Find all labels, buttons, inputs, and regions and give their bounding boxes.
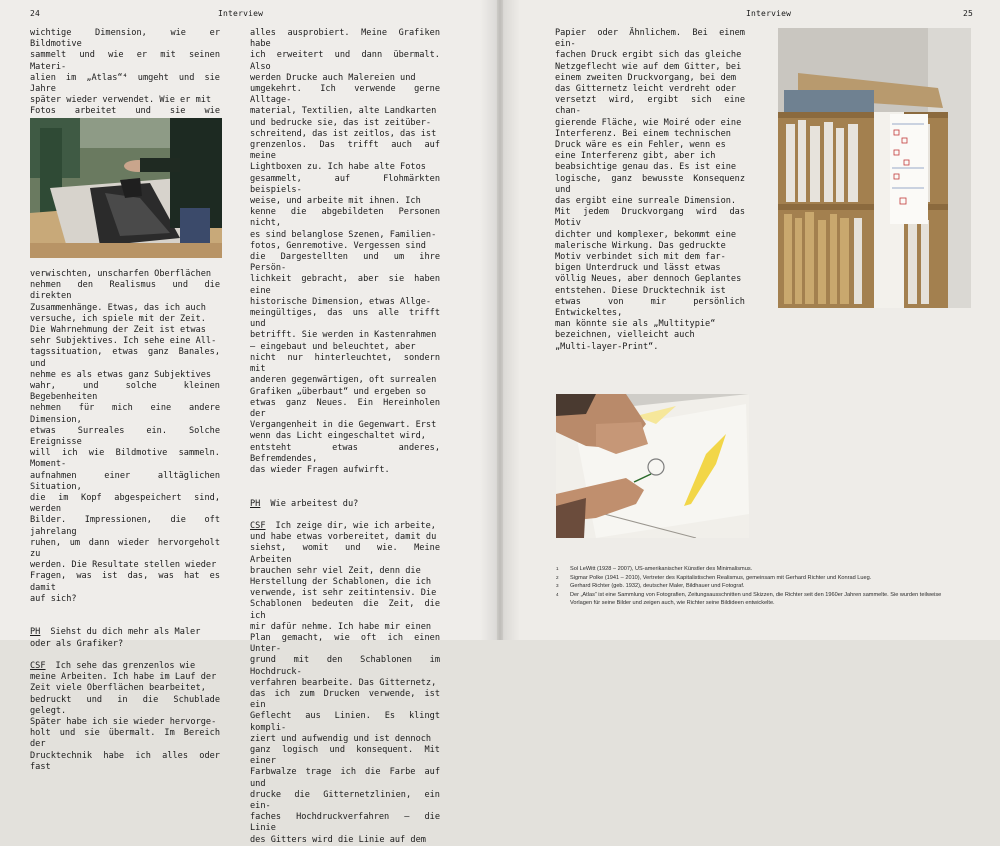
page-number-left: 24	[30, 9, 41, 18]
footnote-text: Gerhard Richter (geb. 1932), deutscher Maler, Bildhauer und Fotograf.	[570, 583, 745, 590]
column-3	[555, 28, 745, 353]
page-number-right: 25	[963, 9, 974, 18]
photo-studio-worktable	[30, 118, 222, 258]
column-1-bottom	[30, 269, 220, 773]
question-text: Siehst du dich mehr als Maler oder als Grafiker?	[30, 627, 201, 649]
answer-2	[250, 521, 440, 846]
speaker-label: CSF	[30, 661, 46, 672]
running-head-right: Interview	[746, 9, 792, 18]
photo-hands-drawing	[556, 394, 749, 538]
question-text: Wie arbeitest du?	[270, 498, 359, 509]
answer-text: Ich sehe das grenzenlos wie meine Arbeiten. Ich habe im Lauf der Zeit viele Oberflächen bearbeitet, bedruckt und in die Schublade gelegt. Später habe ich sie wieder hervorge- holt und sie übermalt. Im Bereich der Drucktechnik habe ich alles oder fast	[30, 661, 220, 772]
speaker-label: PH	[30, 627, 41, 638]
paragraph: verwischten, unscharfen Oberflächen nehmen den Realismus und die direkten Zusammenhänge. Etwas, das ich auch versuche, ich spiele mit der Zeit. Die Wahrnehmung der Zeit ist etwas sehr Subjektives. Ich sehe eine All- tagssituation, etwas ganz Banales, und nehme es als etwas ganz Subjektives wahr, und solche kleinen Begebenheiten nehmen für mich eine andere Dimension, etwas Surreales ein. Solche Ereignisse will ich wie Bildmotive sammeln. Moment- aufnahmen einer alltäglichen Situation, die im Kopf abgespeichert sind, werden Bilder. Impressionen, die oft jahrelang ruhen, um dann wieder hervorgeholt zu werden. Die Resultate stellen wieder Fragen, was ist das, was hat es damit auf sich?	[30, 269, 220, 604]
footnote-text: Sol LeWitt (1928 – 2007), US-amerikanischer Künstler des Minimalismus.	[570, 566, 753, 572]
footnote-text: Sigmar Polke (1941 – 2010), Vertreter des Kapitalistischen Realismus, gemeinsam mit Gerhard Richter und Konrad Lueg.	[570, 574, 872, 581]
paragraph: alles ausprobiert. Meine Grafiken habe ich erweitert und dann übermalt. Also werden Drucke auch Malereien und umgekehrt. Ich verwende gerne Alltage- material, Textilien, alte Landkarten und bedrucke sie, das ist zeitüber- schreitend, das ist zeitlos, das ist grenzenlos. Das trifft auch auf meine Lightboxen zu. Ich habe alte Fotos gesammelt, auf Flohmärkten beispiels- weise, und arbeite mit ihnen. Ich kenne die abgebildeten Personen nicht, es sind belanglose Szenen, Familien- fotos, Genremotive. Vergessen sind die Dargestellten und um ihre Persön- lichkeit gebracht, aber sie haben eine historische Dimension, etwas Allge- meingültiges, das uns alle trifft und betrifft. Sie werden in Kastenrahmen – eingebaut und beleuchtet, aber nicht nur hinterleuchtet, sondern mit anderen gegenwärtigen, oft surrealen Grafiken „überbaut“ und ergeben so etwas ganz Neues. Ein Hereinholen der Vergangenheit in die Gegenwart. Erst wenn das Licht eingeschaltet wird, entsteht etwas anderes, Befremdendes, das wieder Fragen aufwirft.	[250, 28, 440, 475]
question-2	[250, 499, 440, 510]
running-head-left: Interview	[218, 9, 264, 18]
speaker-label: CSF	[250, 520, 266, 531]
photo-shelf-with-panels	[778, 28, 971, 308]
left-page	[0, 0, 497, 845]
footnote	[556, 574, 946, 583]
paragraph: Papier oder Ähnlichem. Bei einem ein- fachen Druck ergibt sich das gleiche Netzgeflecht wie auf dem Gitter, bei einem zweiten Druckvorgang, bei dem das Gitternetz leicht verdreht oder versetzt wird, ergibt sich eine chan- gierende Fläche, wie Moiré oder eine Interferenz. Bei einem technischen Druck wäre es ein Fehler, wenn es eine Interferenz gibt, aber ich beabsichtige genau das. Es ist eine logische, ganz bewusste Konsequenz und das ergibt eine surreale Dimension. Mit jedem Druckvorgang wird das Motiv dichter und komplexer, bekommt eine malerische Wirkung. Das gedruckte Motiv verbindet sich mit dem far- bigen Unterdruck und lässt etwas völlig Neues, aber dennoch Geplantes entstehen. Diese Drucktechnik ist etwas von mir persönlich Entwickeltes, man könnte sie als „Multitypie“ bezeichnen, vielleicht auch „Multi-layer-Print“.	[555, 28, 745, 352]
footnote-number: 3	[556, 583, 559, 589]
footnotes	[556, 565, 946, 608]
footnote-number: 2	[556, 574, 559, 580]
footnote-number: 4	[556, 591, 559, 597]
footnote	[556, 582, 946, 591]
footnote	[556, 565, 946, 574]
right-page	[503, 0, 1000, 640]
footnote-number: 1	[556, 566, 559, 571]
paragraph: wichtige Dimension, wie er Bildmotive sammelt und wie er mit seinen Materi- alien im „Atlas“⁴ umgeht und sie Jahre später wieder verwendet. Wie er mit Fotos arbeitet und sie wie	[30, 28, 220, 117]
speaker-label: PH	[250, 498, 261, 509]
answer-text: Ich zeige dir, wie ich arbeite, und habe etwas vorbereitet, damit du siehst, womit und wie. Meine Arbeiten brauchen sehr viel Zeit, denn die Herstellung der Schablonen, die ich verwende, ist sehr zeitintensiv. Die Schablonen bedeuten die Zeit, die ich mir dafür nehme. Ich habe mir einen Plan gemacht, wie oft ich einen Unter- grund mit den Schablonen im Hochdruck- verfahren bearbeite. Das Gitternetz, das ich zum Drucken verwende, ist ein Geflecht aus Linien. Es klingt kompli- ziert und aufwendig und ist dennoch ganz logisch und konsequent. Mit einer Farbwalze trage ich die Farbe auf und drucke die Gitternetzlinien, ein ein- faches Hochdruckverfahren – die Linie des Gitters wird die Linie auf dem	[250, 520, 440, 845]
question-1	[30, 627, 220, 649]
column-2	[250, 28, 440, 846]
answer-1	[30, 661, 220, 773]
footnote-text: Der „Atlas“ ist eine Sammlung von Fotografien, Zeitungsausschnitten und Skizzen, die Richter seit den 1960er Jahren sammelte. Sie wurden teilweise Vorlagen für seine Bilder und zeigen auch, wie Richter seine Bildideen entwickelte.	[570, 591, 942, 607]
footnote	[556, 591, 946, 608]
